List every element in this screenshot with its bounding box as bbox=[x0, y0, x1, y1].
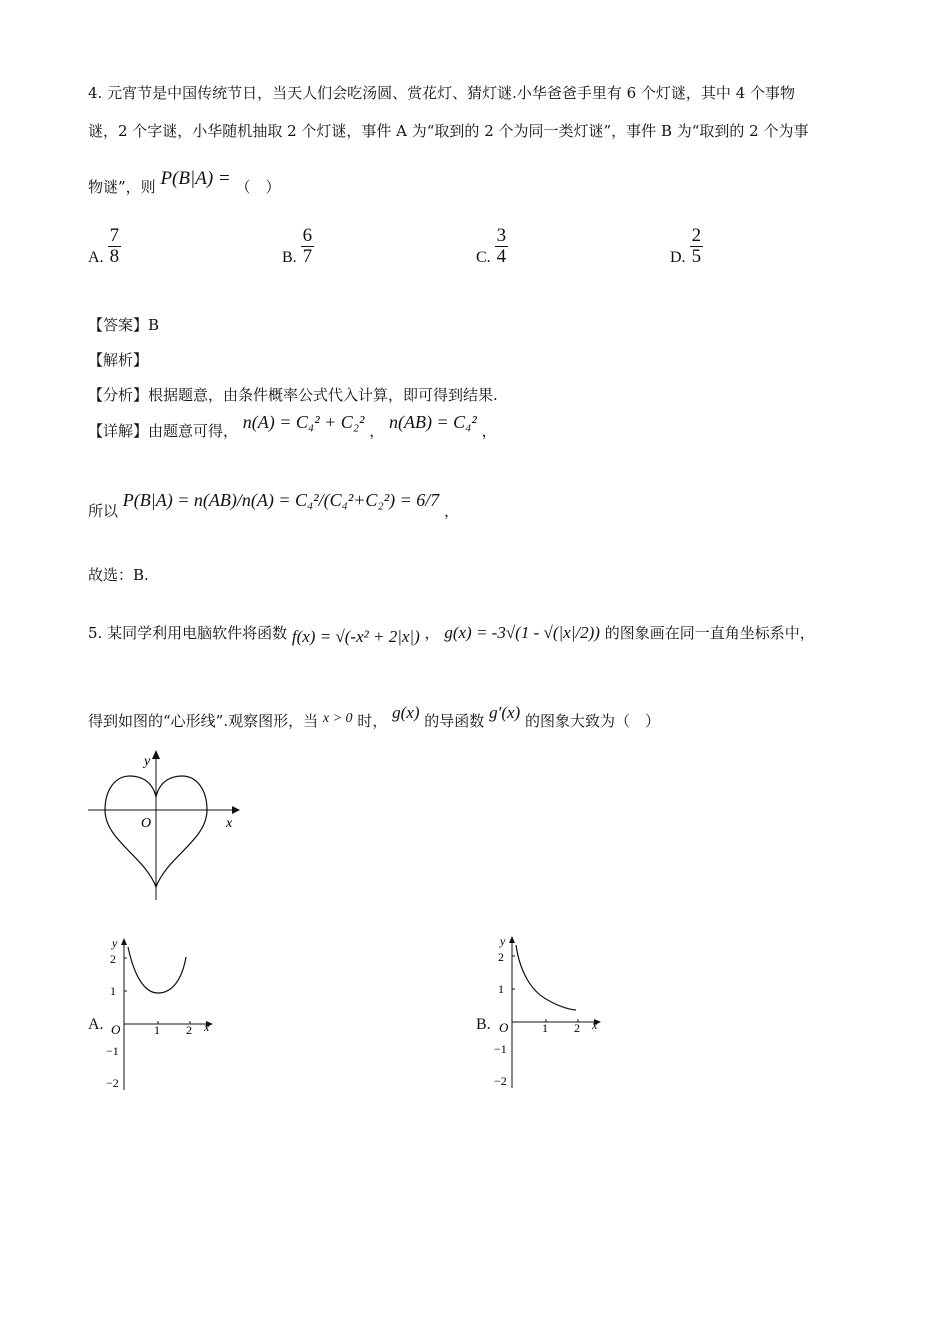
heart-origin-label: O bbox=[141, 816, 152, 831]
a-label-1: 1 bbox=[110, 984, 116, 998]
heart-x-arrow bbox=[232, 806, 240, 814]
so-prefix: 所以 bbox=[88, 502, 119, 520]
q5-gpx: g′(x) bbox=[489, 703, 521, 722]
q5-line2-c: 的图象大致为（ ） bbox=[524, 712, 660, 730]
q5-option-a-graph bbox=[102, 935, 222, 1095]
q5-g-expr: g(x) = -3√(1 - √(|x|/2)) bbox=[444, 623, 600, 642]
q5-line2 bbox=[88, 703, 660, 731]
q5-f-expr: f(x) = √(-x² + 2|x|) bbox=[291, 627, 420, 646]
option-label: C. bbox=[476, 249, 491, 267]
b-label-m1: −1 bbox=[494, 1042, 507, 1056]
b-origin-label: O bbox=[499, 1020, 509, 1035]
q4-option-b bbox=[282, 226, 314, 267]
detail-expr-nAB: n(AB) = C₄² bbox=[388, 412, 477, 432]
b-y-label: y bbox=[500, 934, 506, 948]
heart-y-arrow bbox=[152, 750, 160, 759]
q4-option-c bbox=[476, 226, 508, 267]
q4-line3 bbox=[88, 168, 281, 198]
q4-line3-prefix: 物谜”，则 bbox=[88, 178, 156, 196]
so-expr: P(B|A) = n(AB)/n(A) = C₄²/(C₄²+C₂²) = 6/7 bbox=[122, 490, 440, 510]
b-label-2: 2 bbox=[498, 950, 504, 964]
denominator: 7 bbox=[302, 246, 313, 267]
q5-line2-a: 时， bbox=[357, 712, 388, 730]
option-fraction bbox=[108, 226, 122, 267]
q5-line1-mid: ， bbox=[424, 624, 440, 642]
a-label-2: 2 bbox=[110, 952, 116, 966]
a-label-x2: 2 bbox=[186, 1023, 192, 1037]
a-y-label: y bbox=[112, 936, 118, 950]
heart-figure bbox=[80, 745, 250, 905]
heart-y-label: y bbox=[144, 754, 151, 769]
option-fraction bbox=[301, 226, 315, 267]
b-label-m2: −2 bbox=[494, 1074, 507, 1088]
q5-line1-prefix: 5. 某同学利用电脑软件将函数 bbox=[88, 624, 288, 642]
b-label-x2: 2 bbox=[574, 1021, 580, 1035]
b-label-x1: 1 bbox=[542, 1021, 548, 1035]
q5-line1 bbox=[88, 622, 815, 646]
b-y-arrow bbox=[509, 936, 515, 943]
a-label-x1: 1 bbox=[154, 1023, 160, 1037]
b-x-label: x bbox=[592, 1018, 598, 1032]
numerator: 6 bbox=[302, 225, 313, 246]
detail-sep: ， bbox=[369, 422, 385, 440]
q5-option-b-label: B. bbox=[476, 1016, 491, 1033]
detail-end: ， bbox=[481, 422, 497, 440]
detail-line bbox=[88, 412, 497, 441]
a-y-arrow bbox=[121, 938, 127, 945]
answer: 【答案】B bbox=[88, 316, 160, 334]
q4-line3-suffix: （ ） bbox=[235, 178, 281, 196]
option-fraction bbox=[495, 226, 509, 267]
q4-conditional-prob: P(B|A) = bbox=[160, 168, 231, 189]
q4-line1: 4. 元宵节是中国传统节日，当天人们会吃汤圆、赏花灯、猜灯谜.小华爸爸手里有 6 个灯谜，其中 4 个事物 bbox=[88, 84, 796, 102]
choose-text: 故选：B. bbox=[88, 566, 149, 584]
q5-option-b-graph bbox=[490, 933, 610, 1093]
a-label-m2: −2 bbox=[106, 1076, 119, 1090]
denominator: 8 bbox=[109, 246, 120, 267]
denominator: 5 bbox=[691, 246, 702, 267]
b-curve bbox=[516, 945, 576, 1010]
so-end: ， bbox=[444, 502, 460, 520]
numerator: 2 bbox=[691, 225, 702, 246]
heart-x-label: x bbox=[226, 816, 233, 831]
option-label: B. bbox=[282, 249, 297, 267]
q5-line2-prefix: 得到如图的“心形线”.观察图形，当 bbox=[88, 712, 319, 730]
a-x-label: x bbox=[204, 1020, 210, 1034]
q4-option-a bbox=[88, 226, 121, 267]
numerator: 7 bbox=[109, 225, 120, 246]
detail-expr-nA: n(A) = C₄² + C₂² bbox=[242, 412, 365, 432]
q5-cond: x > 0 bbox=[322, 711, 353, 726]
numerator: 3 bbox=[496, 225, 507, 246]
a-origin-label: O bbox=[111, 1022, 121, 1037]
a-curve bbox=[128, 947, 186, 993]
q4-option-d bbox=[670, 226, 703, 267]
a-label-m1: −1 bbox=[106, 1044, 119, 1058]
option-label: A. bbox=[88, 249, 104, 267]
q5-line1-suffix: 的图象画在同一直角坐标系中， bbox=[604, 624, 815, 642]
option-fraction bbox=[690, 226, 704, 267]
option-label: D. bbox=[670, 249, 686, 267]
b-label-1: 1 bbox=[498, 982, 504, 996]
so-line bbox=[88, 490, 460, 521]
analysis-title: 【解析】 bbox=[88, 351, 149, 369]
denominator: 4 bbox=[496, 246, 507, 267]
detail-prefix: 【详解】由题意可得， bbox=[88, 422, 239, 440]
q5-gx: g(x) bbox=[392, 703, 420, 722]
q5-option-a-label: A. bbox=[88, 1016, 104, 1033]
q5-line2-b: 的导函数 bbox=[424, 712, 485, 730]
analysis-text: 【分析】根据题意，由条件概率公式代入计算，即可得到结果. bbox=[88, 386, 498, 404]
q4-line2: 谜，2 个字谜，小华随机抽取 2 个灯谜，事件 A 为“取到的 2 个为同一类灯谜”，事件 B 为“取到的 2 个为事 bbox=[88, 122, 809, 140]
